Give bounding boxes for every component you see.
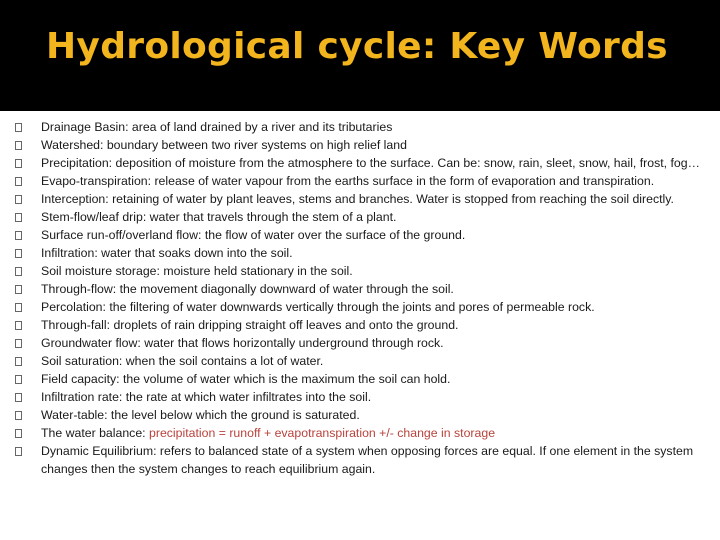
bullet-box-icon	[15, 208, 41, 226]
list-item-text	[41, 280, 715, 298]
bullet-box-icon	[15, 226, 41, 244]
bullet-box-icon	[15, 442, 41, 460]
list-item-text	[41, 118, 715, 136]
list-item	[15, 316, 715, 334]
list-item	[15, 388, 715, 406]
term-definition: Infiltration rate: the rate at which water infiltrates into the soil.	[41, 390, 372, 404]
list-item	[15, 172, 715, 190]
list-item	[15, 424, 715, 442]
list-item-text	[41, 352, 715, 370]
list-item	[15, 352, 715, 370]
term-definition: Dynamic Equilibrium: refers to balanced state of a system when opposing forces are equal. If one element in the system changes then the system changes to reach equilibrium again.	[41, 444, 694, 476]
list-item-text	[41, 262, 715, 280]
term-definition: Soil moisture storage: moisture held stationary in the soil.	[41, 264, 353, 278]
list-item	[15, 208, 715, 226]
term-definition: The water balance:	[41, 426, 150, 440]
bullet-box-icon	[15, 352, 41, 370]
title-band	[0, 0, 720, 111]
list-item-text	[41, 244, 715, 262]
list-item-text	[41, 298, 715, 316]
list-item-text	[41, 190, 715, 208]
bullet-box-icon	[15, 424, 41, 442]
list-item-text	[41, 370, 715, 388]
term-definition: Water-table: the level below which the ground is saturated.	[41, 408, 360, 422]
bullet-box-icon	[15, 262, 41, 280]
bullet-box-icon	[15, 118, 41, 136]
bullet-box-icon	[15, 298, 41, 316]
list-item-text	[41, 316, 715, 334]
term-definition: Drainage Basin: area of land drained by a river and its tributaries	[41, 120, 393, 134]
list-item-text	[41, 388, 715, 406]
bullet-box-icon	[15, 334, 41, 352]
water-balance-equation: precipitation = runoff + evapotranspiration +/- change in storage	[149, 426, 496, 440]
list-item	[15, 370, 715, 388]
list-item	[15, 262, 715, 280]
term-definition: Soil saturation: when the soil contains a lot of water.	[41, 354, 324, 368]
list-item	[15, 226, 715, 244]
bullet-box-icon	[15, 244, 41, 262]
list-item	[15, 406, 715, 424]
term-definition: Surface run-off/overland flow: the flow of water over the surface of the ground.	[41, 228, 466, 242]
list-item	[15, 442, 715, 478]
term-definition: Field capacity: the volume of water which is the maximum the soil can hold.	[41, 372, 451, 386]
bullet-box-icon	[15, 172, 41, 190]
bullet-box-icon	[15, 280, 41, 298]
key-words-list	[15, 118, 715, 478]
list-item-text	[41, 442, 715, 478]
list-item-text	[41, 172, 715, 190]
term-definition: Through-flow: the movement diagonally downward of water through the soil.	[41, 282, 454, 296]
term-definition: Percolation: the filtering of water downwards vertically through the joints and pores of permeable rock.	[41, 300, 595, 314]
term-definition: Evapo-transpiration: release of water vapour from the earths surface in the form of evaporation and transpiration.	[41, 174, 655, 188]
list-item	[15, 298, 715, 316]
list-item	[15, 334, 715, 352]
term-definition: Watershed: boundary between two river systems on high relief land	[41, 138, 407, 152]
bullet-box-icon	[15, 406, 41, 424]
term-definition: Interception: retaining of water by plant leaves, stems and branches. Water is stopped from reaching the soil directly.	[41, 192, 674, 206]
bullet-box-icon	[15, 316, 41, 334]
list-item	[15, 154, 715, 172]
bullet-box-icon	[15, 154, 41, 172]
bullet-box-icon	[15, 190, 41, 208]
list-item	[15, 118, 715, 136]
list-item	[15, 280, 715, 298]
term-definition: Precipitation: deposition of moisture from the atmosphere to the surface. Can be: snow, rain, sleet, snow, hail, frost, fog…	[41, 156, 700, 170]
list-item	[15, 136, 715, 154]
bullet-box-icon	[15, 136, 41, 154]
list-item-text	[41, 136, 715, 154]
list-item-text	[41, 424, 715, 442]
term-definition: Infiltration: water that soaks down into the soil.	[41, 246, 293, 260]
term-definition: Stem-flow/leaf drip: water that travels through the stem of a plant.	[41, 210, 397, 224]
list-item-text	[41, 226, 715, 244]
list-item	[15, 244, 715, 262]
list-item-text	[41, 208, 715, 226]
list-item-text	[41, 406, 715, 424]
list-item	[15, 190, 715, 208]
list-item-text	[41, 334, 715, 352]
term-definition: Through-fall: droplets of rain dripping straight off leaves and onto the ground.	[41, 318, 459, 332]
bullet-box-icon	[15, 388, 41, 406]
list-item-text	[41, 154, 715, 172]
slide-title: Hydrological cycle: Key Words	[46, 26, 668, 67]
bullet-box-icon	[15, 370, 41, 388]
term-definition: Groundwater flow: water that flows horizontally underground through rock.	[41, 336, 444, 350]
